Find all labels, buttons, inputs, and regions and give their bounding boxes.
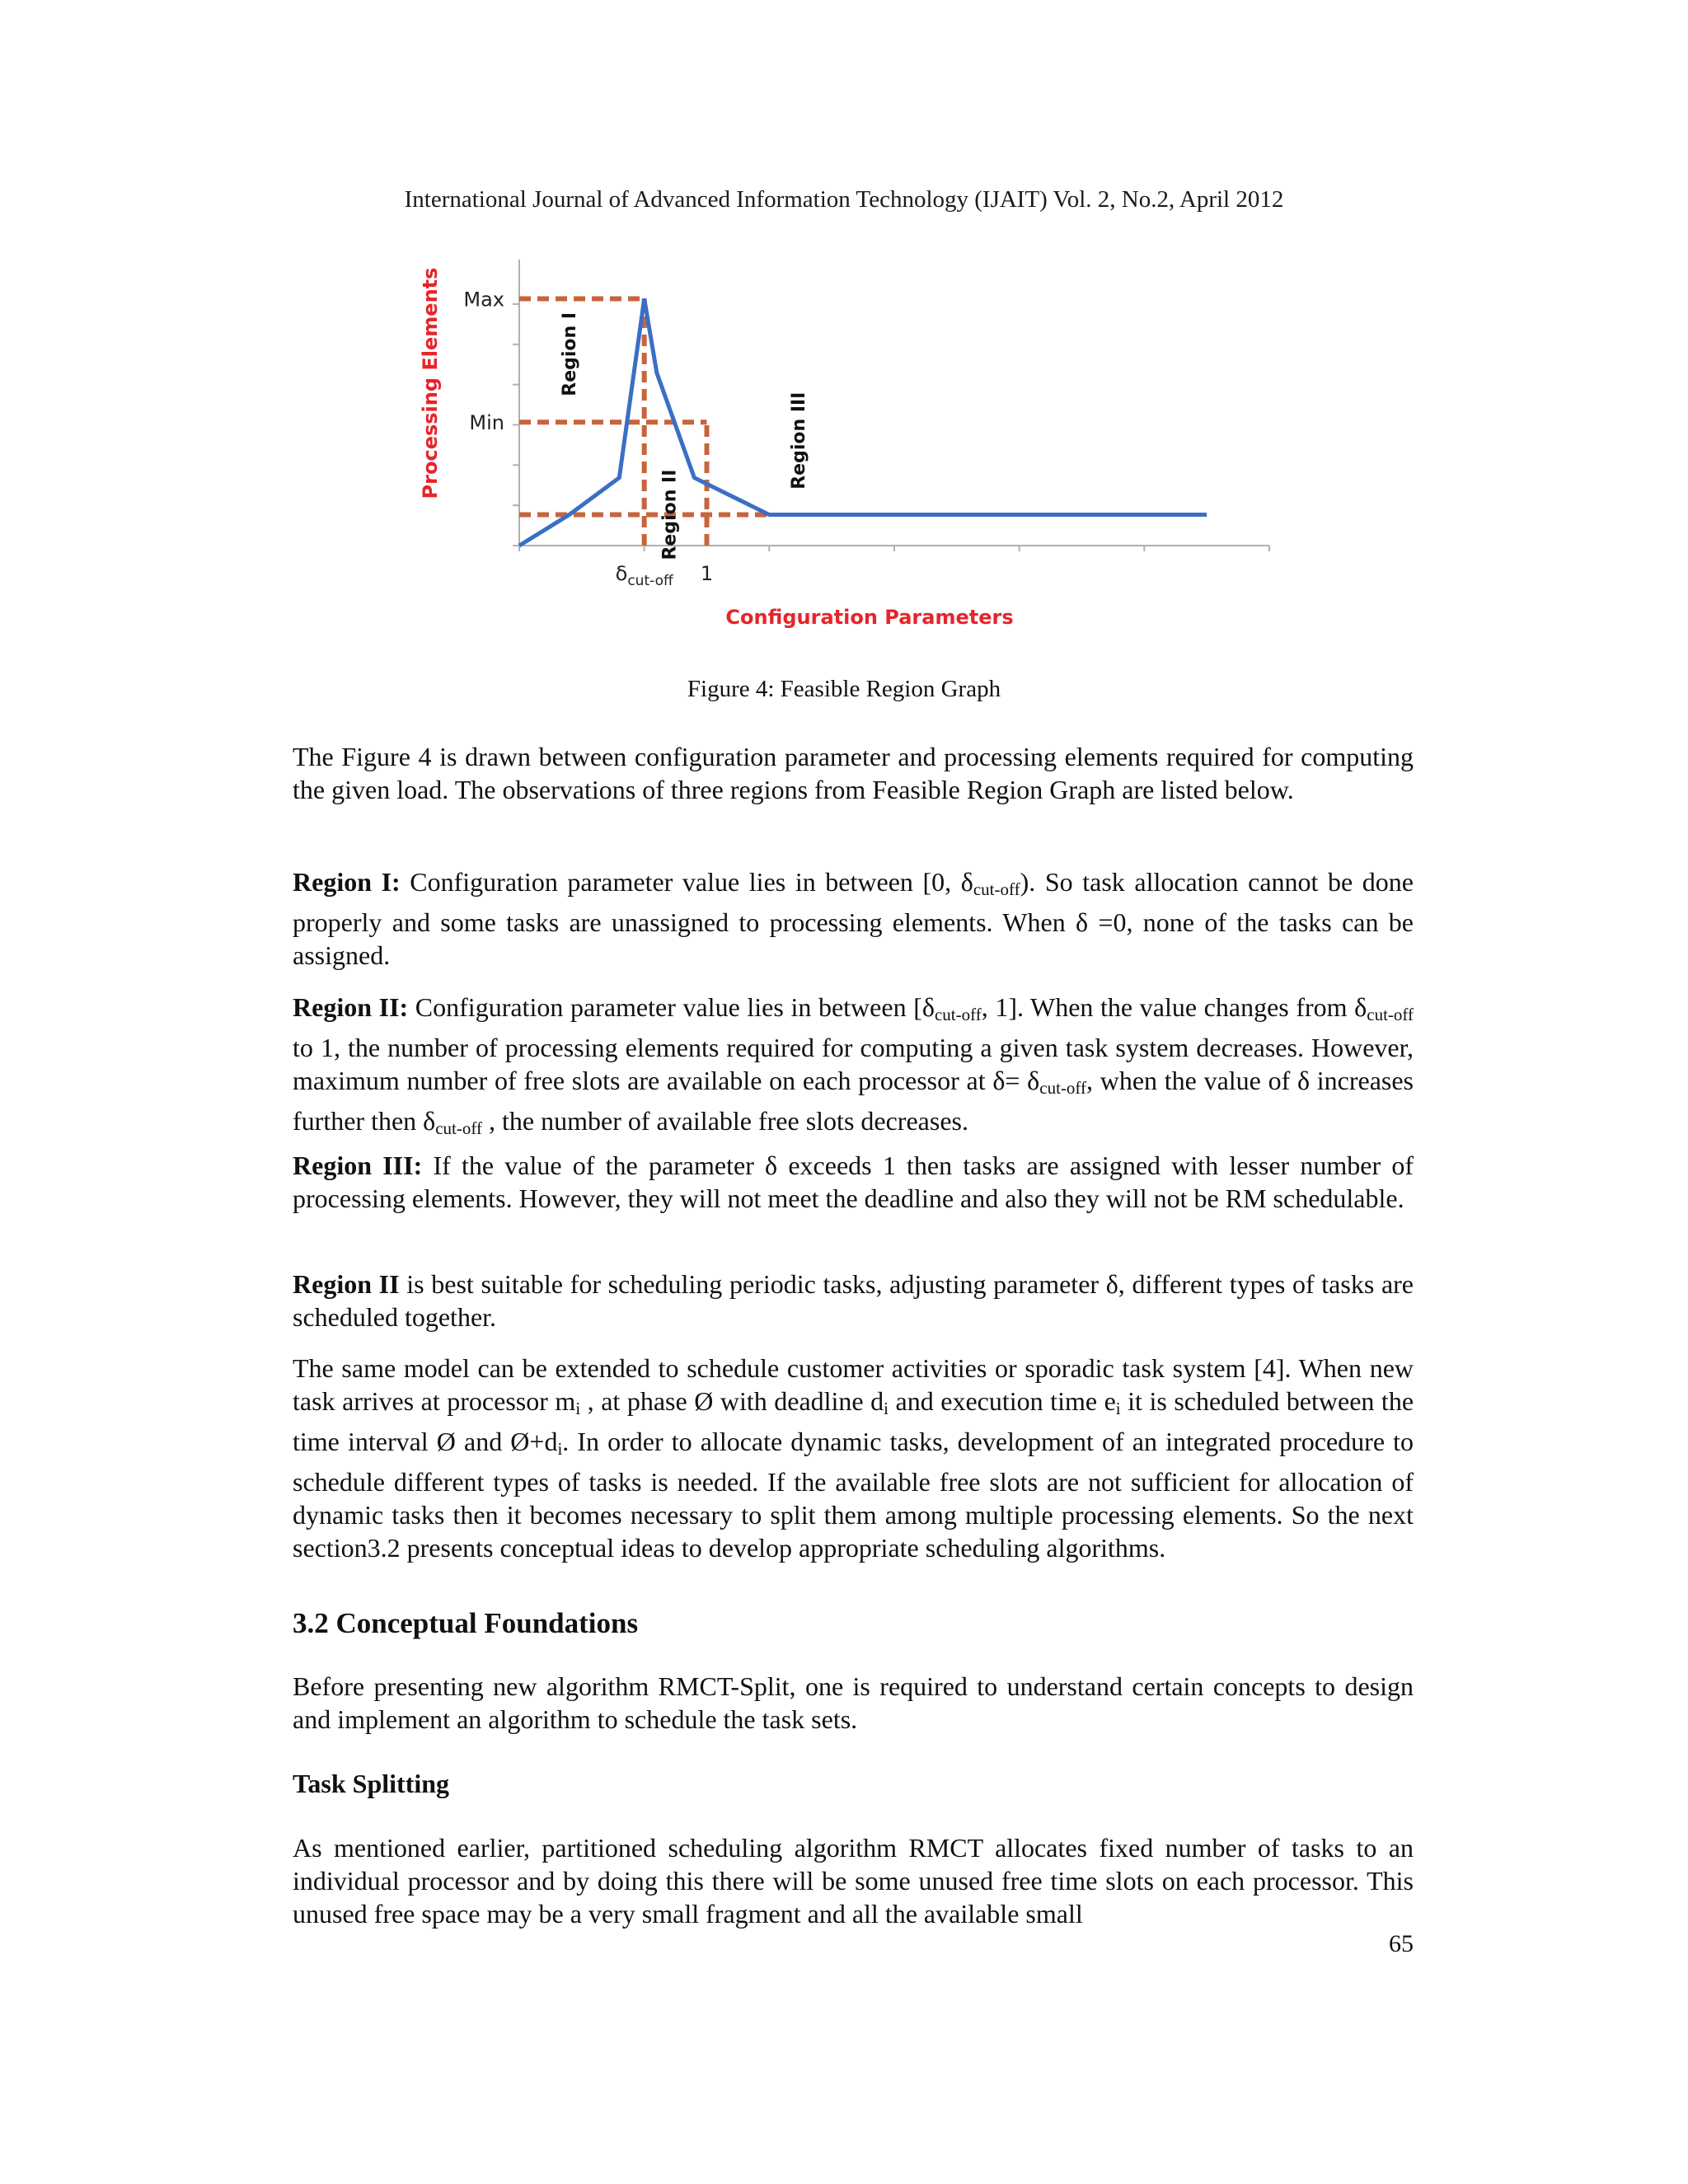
sporadic-text: it is scheduled between the time interval Ø and Ø+d — [293, 1386, 1414, 1456]
region-2-text: , when the value of δ increases further then δ — [293, 1066, 1414, 1136]
y-axis-title: Processing Elements — [419, 267, 442, 499]
region-3-text: If the value of the parameter δ exceeds 1 then tasks are assigned with lesser number of processing elements. However, they will not meet the deadline and also they will not be RM schedulable. — [293, 1151, 1414, 1213]
subsection-heading: Task Splitting — [293, 1769, 450, 1798]
subscript: i — [557, 1439, 563, 1459]
region-2-label: Region II: — [293, 992, 409, 1022]
x-tick-label: $\delta_{cut-off}$ — [615, 562, 673, 589]
region-1-text: ). So task allocation cannot be done properly and some tasks are unassigned to processing elements. When δ =0, none of the tasks can be assigned. — [293, 867, 1414, 970]
subscript: cut-off — [1367, 1005, 1414, 1024]
paragraph-intro: The Figure 4 is drawn between configuration parameter and processing elements required for computing the given load. The observations of three regions from Feasible Region Graph are listed below. — [293, 742, 1414, 804]
sporadic-text: The same model can be extended to schedule customer activities or sporadic task system [4]. When new task arrives at processor m — [293, 1353, 1414, 1416]
subscript: cut-off — [1039, 1078, 1087, 1098]
x-tick-label: 1 — [700, 562, 714, 585]
subscript: i — [884, 1399, 889, 1418]
region-2-suitability-text: is best suitable for scheduling periodic tasks, adjusting parameter δ, different types of tasks are scheduled together. — [293, 1269, 1414, 1332]
sporadic-text: , at phase Ø with deadline d — [580, 1386, 884, 1416]
figure-caption: Figure 4: Feasible Region Graph — [687, 676, 1001, 702]
paragraph-conceptual: Before presenting new algorithm RMCT-Split, one is required to understand certain concepts to design and implement an algorithm to schedule the task sets. — [293, 1671, 1414, 1734]
feasible-region-chart — [404, 251, 1294, 647]
paragraph-region-3 — [293, 1149, 1414, 1215]
region-label: Region III — [788, 391, 809, 490]
region-3-label: Region III: — [293, 1151, 423, 1180]
sporadic-text: and execution time e — [889, 1386, 1116, 1416]
subscript: cut-off — [435, 1118, 482, 1138]
section-heading: 3.2 Conceptual Foundations — [293, 1607, 639, 1639]
subscript: i — [1115, 1399, 1121, 1418]
region-2-bold-label: Region II — [293, 1269, 400, 1299]
x-axis-title: Configuration Parameters — [725, 606, 1014, 629]
paragraph-task-splitting: As mentioned earlier, partitioned scheduling algorithm RMCT allocates fixed number of tasks to an individual processor and by doing this there will be some unused free time slots on each processor. This unused free space may be a very small fragment and all the available small — [293, 1833, 1414, 1929]
region-2-text: to 1, the number of processing elements required for computing a given task system decreases. However, maximum number of free slots are available on each processor at δ= δ — [293, 1033, 1414, 1095]
y-tick-label: Max — [463, 288, 504, 312]
region-2-text: , 1]. When the value changes from δ — [981, 992, 1367, 1022]
region-label: Region I — [560, 312, 581, 396]
sporadic-text: . In order to allocate dynamic tasks, development of an integrated procedure to schedule different types of tasks is needed. If the available free slots are not sufficient for allocation of dynamic tasks then it becomes necessary to split them among multiple processing elements. So the next section3.2 presents conceptual ideas to develop appropriate scheduling algorithms. — [293, 1427, 1414, 1563]
region-2-text: Configuration parameter value lies in between [δ — [408, 992, 935, 1022]
paragraph-region-1 — [293, 865, 1414, 972]
paragraph-region-2 — [293, 991, 1414, 1145]
subscript: cut-off — [973, 879, 1020, 899]
paragraph-region-2-suitability — [293, 1268, 1414, 1333]
paragraph-sporadic-tasks — [293, 1352, 1414, 1564]
page-number: 65 — [1389, 1930, 1414, 1957]
y-tick-label: Min — [469, 411, 504, 435]
feasible-region-figure — [404, 251, 1294, 647]
journal-header: International Journal of Advanced Information Technology (IJAIT) Vol. 2, No.2, April 2012 — [404, 186, 1284, 213]
region-label: Region II — [659, 469, 681, 560]
x-tick-subscript: cut-off — [627, 573, 673, 589]
subscript: cut-off — [934, 1005, 982, 1024]
region-1-text: Configuration parameter value lies in between [0, δ — [400, 867, 973, 897]
series-line — [519, 298, 1207, 546]
subscript: i — [575, 1399, 581, 1418]
region-2-text: , the number of available free slots decreases. — [482, 1106, 968, 1136]
region-1-label: Region I: — [293, 867, 401, 897]
